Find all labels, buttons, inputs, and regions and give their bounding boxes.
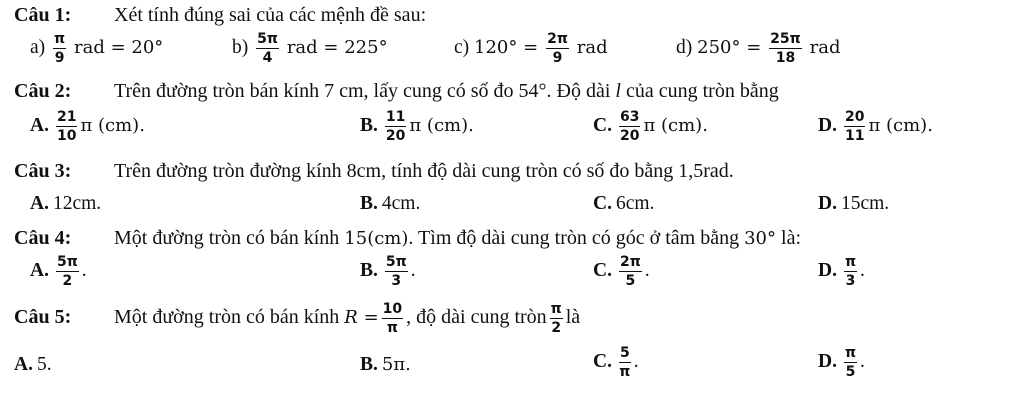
option-letter: C. xyxy=(593,350,612,372)
fraction: $\frac{\pi}{9}$ xyxy=(54,31,66,66)
option-c xyxy=(454,32,608,65)
option-text: 6cm. xyxy=(615,193,655,214)
option-text: rad = 225° xyxy=(286,36,388,58)
fraction: $\frac{5\pi}{4}$ xyxy=(257,31,278,66)
question-text: , độ dài cung tròn xyxy=(406,306,547,329)
option-text: π (cm). xyxy=(643,114,708,136)
option-text: 12cm. xyxy=(52,193,102,214)
option-C xyxy=(593,255,650,288)
fraction: $\frac{\pi}{5}$ xyxy=(844,345,857,380)
fraction: $\frac{10}{\pi}$ xyxy=(382,301,403,336)
question-text: . Tìm độ dài cung tròn có góc ở tâm bằng xyxy=(408,227,740,249)
option-text: 120° = xyxy=(474,36,539,58)
option-C xyxy=(593,193,654,215)
question-text: Trên đường tròn đường kính 8cm, tính độ dài cung tròn có số đo bằng 1,5rad. xyxy=(114,160,734,182)
option-text: 250° = xyxy=(697,36,762,58)
option-D xyxy=(818,193,889,215)
option-C xyxy=(593,346,639,379)
fraction: $\frac{63}{20}$ xyxy=(619,109,640,144)
option-letter: A. xyxy=(30,114,49,136)
fraction: $\frac{20}{11}$ xyxy=(844,109,865,144)
question-label: Câu 3: xyxy=(14,160,72,182)
question-4 xyxy=(14,227,801,250)
question-label: Câu 4: xyxy=(14,227,72,249)
option-text: . xyxy=(860,259,865,281)
option-B xyxy=(360,193,420,215)
option-letter: D. xyxy=(818,259,837,281)
question-5 xyxy=(14,302,580,335)
option-d xyxy=(676,32,840,65)
question-text: Xét tính đúng sai của các mệnh đề sau: xyxy=(114,4,427,26)
option-a xyxy=(30,32,163,65)
question-text: Một đường tròn có bán kính xyxy=(114,306,340,329)
fraction: $\frac{11}{20}$ xyxy=(385,109,406,144)
option-text: 5π. xyxy=(381,354,411,375)
angle-value: 30° xyxy=(744,228,777,249)
option-D xyxy=(818,255,865,288)
option-letter: B. xyxy=(360,259,378,281)
fraction: $\frac{\pi}{3}$ xyxy=(844,254,857,289)
option-B xyxy=(360,255,416,288)
option-text: rad xyxy=(809,36,841,58)
option-letter: C. xyxy=(593,193,612,214)
question-label: Câu 2: xyxy=(14,80,72,102)
option-text: π (cm). xyxy=(80,114,145,136)
arc-length-variable: l xyxy=(615,80,621,102)
option-text: . xyxy=(860,350,865,372)
option-letter: d) xyxy=(676,36,693,58)
question-label: Câu 5: xyxy=(14,306,72,329)
option-letter: D. xyxy=(818,114,837,136)
option-letter: b) xyxy=(232,36,249,58)
option-text: . xyxy=(410,259,416,281)
option-letter: A. xyxy=(14,354,33,375)
option-letter: B. xyxy=(360,354,378,375)
question-text: của cung tròn bằng xyxy=(625,80,779,102)
radius-variable: R = xyxy=(344,307,379,329)
option-letter: c) xyxy=(454,36,470,58)
fraction: $\frac{5}{\pi}$ xyxy=(619,345,631,380)
option-letter: a) xyxy=(30,36,46,58)
option-D xyxy=(818,346,865,379)
question-text: Một đường tròn có bán kính xyxy=(114,227,340,249)
option-letter: C. xyxy=(593,259,612,281)
option-text: rad = 20° xyxy=(73,36,164,58)
option-text: π (cm). xyxy=(409,114,474,136)
option-letter: A. xyxy=(30,193,49,214)
fraction: $\frac{\pi}{2}$ xyxy=(550,301,562,336)
question-label: Câu 1: xyxy=(14,4,72,26)
option-text: 5. xyxy=(36,354,52,375)
question-3 xyxy=(14,160,734,183)
option-B xyxy=(360,110,474,143)
option-B xyxy=(360,354,411,376)
radius-value: 15(cm) xyxy=(344,228,409,249)
fraction: $\frac{5\pi}{2}$ xyxy=(56,254,78,289)
option-text: . xyxy=(81,259,87,281)
fraction: $\frac{25\pi}{18}$ xyxy=(770,31,801,66)
option-text: π (cm). xyxy=(868,114,933,136)
fraction: $\frac{21}{10}$ xyxy=(56,109,77,144)
option-text: . xyxy=(644,259,650,281)
option-letter: B. xyxy=(360,193,378,214)
fraction: $\frac{2\pi}{5}$ xyxy=(619,254,641,289)
question-text: là xyxy=(565,306,581,329)
question-text: Trên đường tròn bán kính 7 cm, lấy cung có số đo 54°. Độ dài xyxy=(114,80,611,102)
option-A xyxy=(14,354,52,376)
option-letter: D. xyxy=(818,193,837,214)
option-letter: B. xyxy=(360,114,378,136)
option-letter: A. xyxy=(30,259,49,281)
option-text: . xyxy=(633,350,639,372)
question-text: là: xyxy=(781,227,802,249)
fraction: $\frac{2\pi}{9}$ xyxy=(547,31,568,66)
option-text: 4cm. xyxy=(381,193,421,214)
option-text: rad xyxy=(576,36,608,58)
option-b xyxy=(232,32,388,65)
option-D xyxy=(818,110,933,143)
option-C xyxy=(593,110,708,143)
option-A xyxy=(30,193,101,215)
question-2 xyxy=(14,80,779,103)
option-letter: C. xyxy=(593,114,612,136)
fraction: $\frac{5\pi}{3}$ xyxy=(385,254,407,289)
option-A xyxy=(30,110,145,143)
option-letter: D. xyxy=(818,350,837,372)
question-1 xyxy=(14,4,426,27)
option-text: 15cm. xyxy=(840,193,890,214)
option-A xyxy=(30,255,87,288)
